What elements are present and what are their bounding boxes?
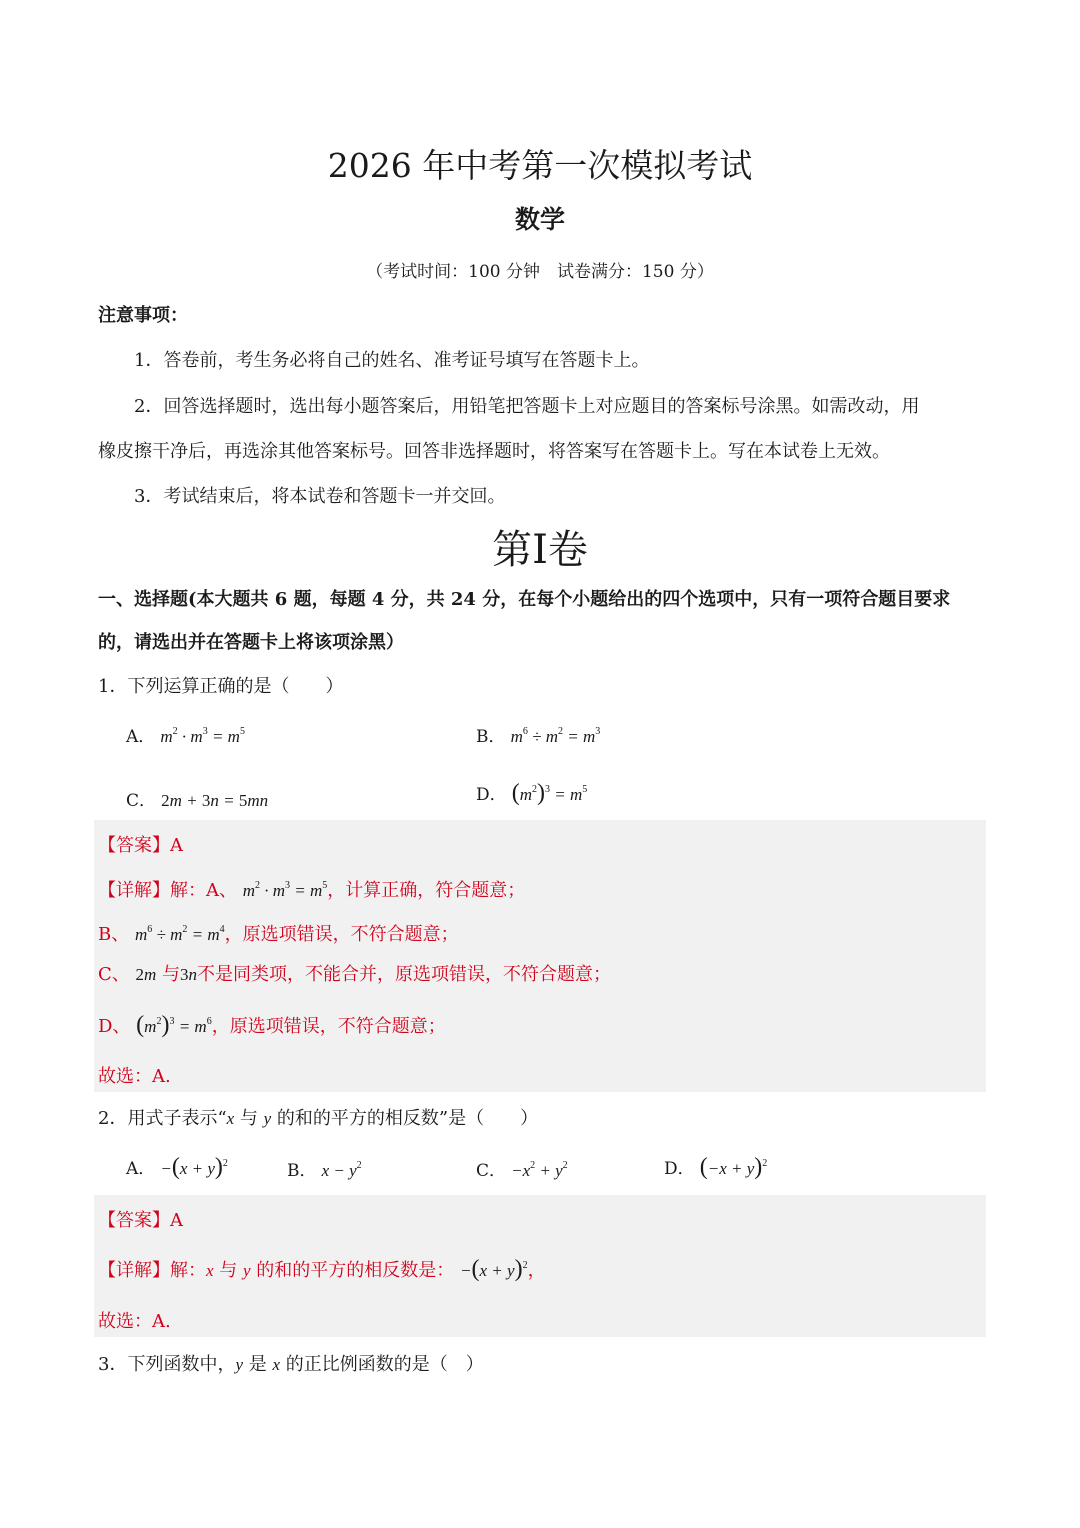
note-item-1: 1．答卷前，考生务必将自己的姓名、准考证号填写在答题卡上。: [134, 350, 650, 371]
q2-detail-formula: $-(x + y)^2$: [460, 1256, 528, 1282]
q1-option-a-formula: $m^2 \cdot m^3 = m^5$: [160, 726, 245, 746]
q1-option-c-label: C．: [126, 791, 157, 811]
q1-option-d: [476, 780, 587, 807]
q1-detail-d-label: D、: [98, 1016, 131, 1037]
q2-option-d-label: D．: [664, 1159, 695, 1179]
q2-detail-x: x: [206, 1261, 214, 1280]
q1-option-a: [126, 722, 245, 747]
q1-detail-b: [98, 920, 459, 946]
q1-answer: [98, 831, 183, 857]
q2-detail-tag: 【详解】: [98, 1260, 170, 1281]
q2-option-c: [476, 1156, 568, 1181]
q2-stem-after: 的和的平方的相反数”是（ ）: [271, 1108, 539, 1129]
q1-detail-intro: 解：A、: [170, 880, 237, 901]
q2-answer: [98, 1206, 183, 1232]
q2-detail-and: 与: [213, 1260, 243, 1281]
question-1-stem: 1．下列运算正确的是（ ）: [98, 676, 344, 697]
exam-title: 2026 年中考第一次模拟考试: [327, 146, 753, 185]
exam-subject: 数学: [514, 205, 565, 234]
q1-detail-d-formula: $(m^2)^3 = m^6$: [136, 1012, 212, 1038]
q2-answer-tag: 【答案】: [98, 1210, 170, 1231]
q2-stem-mid: 与: [234, 1108, 264, 1129]
q1-detail-tag: 【详解】: [98, 880, 170, 901]
q1-detail-c-and: 与: [162, 964, 181, 985]
q1-answer-box: [94, 820, 986, 1092]
q1-option-d-formula: $(m^2)^3 = m^5$: [511, 780, 588, 806]
q2-stem-x: x: [226, 1109, 235, 1128]
note-item-2-line-1: 2．回答选择题时，选出每小题答案后，用铅笔把答题卡上对应题目的答案标号涂黑。如需改动，用: [134, 396, 920, 417]
q2-option-a-formula: $-(x + y)^2$: [160, 1154, 228, 1180]
q1-conclusion: 故选：A.: [98, 1066, 171, 1087]
q3-stem-before: 3．下列函数中，: [98, 1354, 236, 1375]
q2-option-c-formula: $-x^2 + y^2$: [511, 1160, 568, 1180]
q1-detail-a-formula: $m^2 \cdot m^3 = m^5$: [242, 880, 328, 900]
q1-detail-a: [98, 876, 525, 902]
q1-option-c: [126, 786, 268, 811]
question-2-stem: [98, 1104, 538, 1130]
q2-detail-text: 的和的平方的相反数是：: [250, 1260, 455, 1281]
q2-option-b-formula: $x - y^2$: [321, 1160, 362, 1180]
note-item-3: 3．考试结束后，将本试卷和答题卡一并交回。: [134, 486, 506, 507]
q1-detail-b-text: ，原选项错误，不符合题意；: [224, 924, 459, 945]
q2-detail-end: ，: [527, 1260, 546, 1281]
q2-option-d-formula: $(-x + y)^2$: [699, 1154, 768, 1180]
notes-heading: 注意事项：: [98, 305, 188, 326]
q1-answer-value: A: [170, 835, 183, 856]
q3-stem-after: 的正比例函数的是（ ）: [280, 1354, 484, 1375]
q1-detail-c-label: C、: [98, 964, 130, 985]
section-1-line-2: 的，请选出并在答题卡上将该项涂黑）: [98, 632, 404, 653]
q2-option-a: [126, 1154, 228, 1181]
q1-detail-c-term-2: 3n: [180, 965, 198, 984]
q3-stem-y: y: [235, 1355, 243, 1374]
q2-conclusion: 故选：A.: [98, 1311, 171, 1332]
q1-detail-c-text: 不是同类项，不能合并，原选项错误，不符合题意；: [197, 964, 612, 985]
q2-option-a-label: A．: [126, 1159, 156, 1179]
volume-title: 第I卷: [492, 527, 588, 573]
exam-info: （考试时间：100 分钟 试卷满分：150 分）: [366, 262, 714, 282]
q1-option-b: [476, 722, 600, 747]
q3-stem-mid: 是: [243, 1354, 273, 1375]
q1-option-a-label: A．: [126, 727, 156, 747]
q2-answer-value: A: [170, 1210, 183, 1231]
q3-stem-x: x: [272, 1355, 280, 1374]
q2-detail: [98, 1256, 546, 1283]
q2-option-b: [287, 1156, 362, 1181]
q1-option-b-label: B．: [476, 727, 506, 747]
q1-detail-c: [98, 960, 611, 986]
q1-option-c-formula: 2m + 3n = 5mn: [161, 791, 269, 810]
q2-option-c-label: C．: [476, 1161, 507, 1181]
q2-detail-intro: 解：: [170, 1260, 206, 1281]
section-1-line-1: 一、选择题(本大题共 6 题，每题 4 分，共 24 分，在每个小题给出的四个选项中，只有一项符合题目要求: [98, 589, 951, 610]
q1-detail-a-text: ，计算正确，符合题意；: [327, 880, 526, 901]
q1-detail-c-term-1: 2m: [135, 965, 157, 984]
q1-answer-tag: 【答案】: [98, 835, 170, 856]
q1-option-b-formula: $m^6 \div m^2 = m^3$: [510, 726, 601, 746]
note-item-2-line-2: 橡皮擦干净后，再选涂其他答案标号。回答非选择题时，将答案写在答题卡上。写在本试卷上无效。: [98, 441, 890, 462]
q2-option-d: [664, 1154, 767, 1181]
q2-stem-before: 2．用式子表示“: [98, 1108, 227, 1129]
q1-detail-b-label: B、: [98, 924, 130, 945]
q2-stem-y: y: [263, 1109, 272, 1128]
q1-option-d-label: D．: [476, 785, 507, 805]
q2-detail-y: y: [243, 1261, 251, 1280]
q1-detail-d-text: ，原选项错误，不符合题意；: [211, 1016, 446, 1037]
q1-detail-d: [98, 1012, 446, 1039]
q2-option-b-label: B．: [287, 1161, 317, 1181]
question-3-stem: [98, 1350, 484, 1376]
q1-detail-b-formula: $m^6 \div m^2 = m^4$: [134, 924, 225, 944]
